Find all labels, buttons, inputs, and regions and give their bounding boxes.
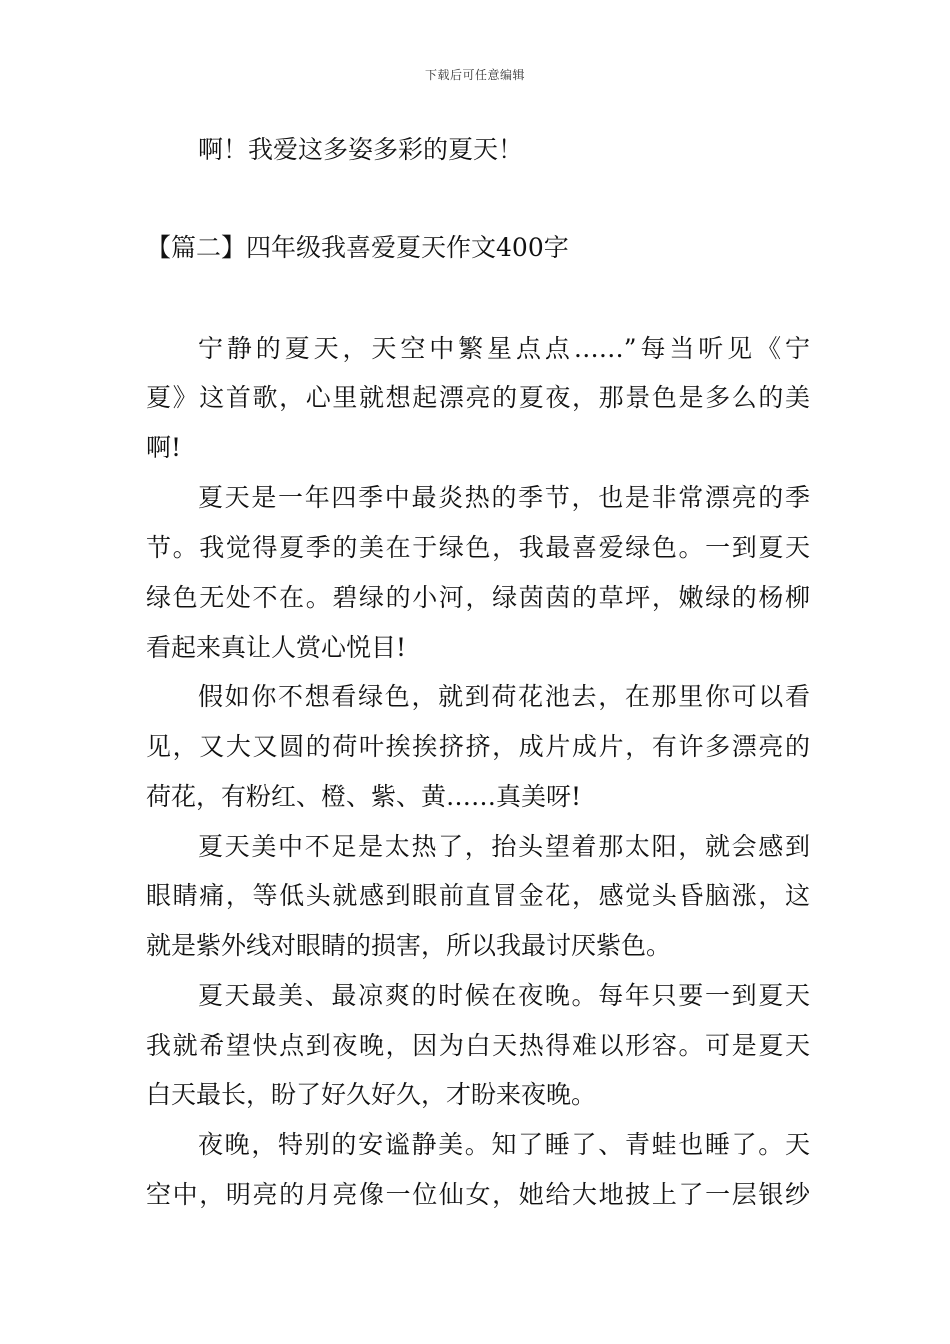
paragraph-line: 绿色无处不在。碧绿的小河，绿茵茵的草坪，嫩绿的杨柳 [146,583,810,612]
paragraph-line: 见，又大又圆的荷叶挨挨挤挤，成片成片，有许多漂亮的 [146,732,810,761]
paragraph-line: 宁静的夏天，天空中繁星点点……”每当听见《宁 [198,334,810,363]
paragraph-line: 白天最长，盼了好久好久，才盼来夜晚。 [146,1080,597,1109]
paragraph-line: 荷花，有粉红、橙、紫、黄……真美呀! [146,782,582,811]
paragraph-line: 夏》这首歌，心里就想起漂亮的夏夜，那景色是多么的美 [146,383,810,412]
closing-line: 啊！我爱这多姿多彩的夏天！ [198,135,524,164]
paragraph-line: 夜晚，特别的安谧静美。知了睡了、青蛙也睡了。天 [198,1130,810,1159]
paragraph-line: 啊! [146,433,182,462]
paragraph-line: 夏天美中不足是太热了，抬头望着那太阳，就会感到 [198,832,810,861]
paragraph-line: 就是紫外线对眼睛的损害，所以我最讨厌紫色。 [146,931,672,960]
paragraph-line: 节。我觉得夏季的美在于绿色，我最喜爱绿色。一到夏天 [146,533,810,562]
paragraph-line: 眼睛痛，等低头就感到眼前直冒金花，感觉头昏脑涨，这 [146,881,810,910]
paragraph-line: 我就希望快点到夜晚，因为白天热得难以形容。可是夏天 [146,1031,810,1060]
paragraph-line: 夏天最美、最凉爽的时候在夜晚。每年只要一到夏天 [198,981,810,1010]
paragraph-line: 假如你不想看绿色，就到荷花池去，在那里你可以看 [198,682,810,711]
paragraph-line: 看起来真让人赏心悦目! [146,633,407,662]
section-title: 【篇二】四年级我喜爱夏天作文400字 [146,233,569,262]
page-header-note: 下载后可任意编辑 [424,68,525,82]
paragraph-line: 空中，明亮的月亮像一位仙女，她给大地披上了一层银纱 [146,1180,810,1209]
paragraph-line: 夏天是一年四季中最炎热的季节，也是非常漂亮的季 [198,483,810,512]
